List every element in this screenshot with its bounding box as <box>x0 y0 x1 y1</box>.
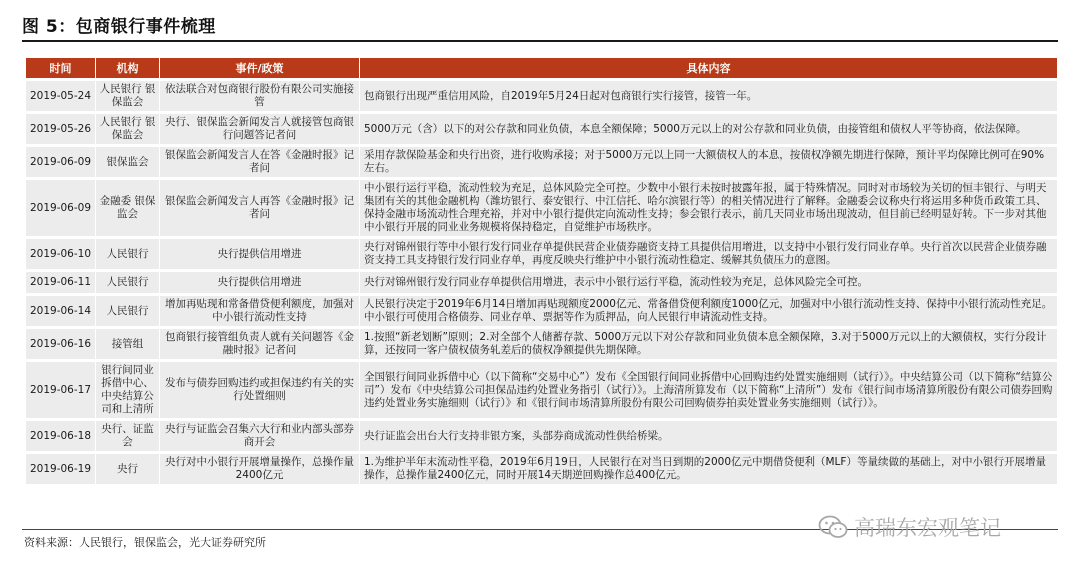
cell-org: 人民银行 银保监会 <box>96 81 160 111</box>
cell-org: 央行 <box>96 454 160 484</box>
header-org: 机构 <box>96 58 160 78</box>
header-detail: 具体内容 <box>360 58 1058 78</box>
cell-detail: 人民银行决定于2019年6月14日增加再贴现额度2000亿元、常备借贷便利额度1000亿元，加强对中小银行流动性支持、保持中小银行流动性充足。中小银行可使用合格债券、同业存单、票据等作为质押品，向人民银行申请流动性支持。 <box>360 296 1058 326</box>
cell-date: 2019-05-26 <box>26 114 96 144</box>
cell-detail: 中小银行运行平稳，流动性较为充足，总体风险完全可控。少数中小银行未按时披露年报，属于特殊情况。同时对市场较为关切的恒丰银行、与明天集团有关的其他金融机构（潍坊银行、泰安银行、中江信托、哈尔滨银行等）的相关情况进行了解释。金融委会议称央行将运用多种货币政策工具、保持金融市场流动性合理充裕，并对中小银行提供定向流动性支持；参会银行表示，前几天同业市场出现波动，但目前已经明显好转。下一步对其他中小银行开展的同业业务规模将保持稳定，自觉维护市场秩序。 <box>360 180 1058 236</box>
watermark-text: 高瑞东宏观笔记 <box>854 516 1001 540</box>
cell-detail: 全国银行间同业拆借中心（以下简称“交易中心”）发布《全国银行间同业拆借中心回购违约处置实施细则（试行）》。中央结算公司（以下简称“结算公司”）发布《中央结算公司担保品违约处置业务指引（试行）》。上海清所算发布（以下简称“上清所”）发布《银行间市场清算所股份有限公司债券回购违约处置业务实施细则（试行）》和《银行间市场清算所股份有限公司回购债券拍卖处置业务实施细则（试行）》。 <box>360 362 1058 418</box>
cell-date: 2019-05-24 <box>26 81 96 111</box>
table-row <box>26 239 1058 269</box>
cell-date: 2019-06-09 <box>26 147 96 177</box>
cell-event: 央行对中小银行开展增量操作，总操作量2400亿元 <box>160 454 360 484</box>
events-table <box>26 55 1058 487</box>
cell-org: 人民银行 银保监会 <box>96 114 160 144</box>
cell-event: 央行、银保监会新闻发言人就接管包商银行问题答记者问 <box>160 114 360 144</box>
cell-event: 银保监会新闻发言人再答《金融时报》记者问 <box>160 180 360 236</box>
cell-org: 人民银行 <box>96 272 160 293</box>
cell-org: 央行、证监会 <box>96 421 160 451</box>
cell-detail: 5000万元（含）以下的对公存款和同业负债，本息全额保障；5000万元以上的对公存款和同业负债，由接管组和债权人平等协商，依法保障。 <box>360 114 1058 144</box>
cell-detail: 包商银行出现严重信用风险，自2019年5月24日起对包商银行实行接管，接管一年。 <box>360 81 1058 111</box>
cell-event: 增加再贴现和常备借贷便利额度，加强对中小银行流动性支持 <box>160 296 360 326</box>
table-row <box>26 114 1058 144</box>
cell-event: 依法联合对包商银行股份有限公司实施接管 <box>160 81 360 111</box>
table-row <box>26 454 1058 484</box>
cell-org: 接管组 <box>96 329 160 359</box>
table-header-row <box>26 58 1058 78</box>
title-divider <box>22 40 1058 42</box>
cell-event: 央行与证监会召集六大行和业内部头部券商开会 <box>160 421 360 451</box>
table-row <box>26 81 1058 111</box>
table-row <box>26 421 1058 451</box>
cell-org: 银保监会 <box>96 147 160 177</box>
table-row <box>26 329 1058 359</box>
cell-date: 2019-06-11 <box>26 272 96 293</box>
table-row <box>26 147 1058 177</box>
cell-detail: 央行对锦州银行发行同业存单提供信用增进，表示中小银行运行平稳，流动性较为充足，总体风险完全可控。 <box>360 272 1058 293</box>
header-date: 时间 <box>26 58 96 78</box>
cell-detail: 1.为维护半年末流动性平稳，2019年6月19日，人民银行在对当日到期的2000亿元中期借贷便利（MLF）等量续做的基础上，对中小银行开展增量操作，总操作量2400亿元，同时开展14天期逆回购操作总400亿元。 <box>360 454 1058 484</box>
figure-title: 图 5：包商银行事件梳理 <box>22 17 216 37</box>
header-event: 事件/政策 <box>160 58 360 78</box>
cell-detail: 1.按照“新老划断”原则；2.对全部个人储蓄存款、5000万元以下对公存款和同业负债本息全额保障，3.对于5000万元以上的大额债权，实行分段计算，还按同一客户债权债务轧差后的债权净额提供先期保障。 <box>360 329 1058 359</box>
wechat-icon <box>818 515 848 539</box>
cell-org: 银行间同业拆借中心、中央结算公司和上清所 <box>96 362 160 418</box>
cell-date: 2019-06-17 <box>26 362 96 418</box>
cell-date: 2019-06-19 <box>26 454 96 484</box>
cell-date: 2019-06-18 <box>26 421 96 451</box>
cell-date: 2019-06-09 <box>26 180 96 236</box>
cell-org: 金融委 银保监会 <box>96 180 160 236</box>
cell-event: 包商银行接管组负责人就有关问题答《金融时报》记者问 <box>160 329 360 359</box>
cell-detail: 央行证监会出台大行支持非银方案，头部券商成流动性供给桥梁。 <box>360 421 1058 451</box>
source-note: 资料来源：人民银行，银保监会，光大证券研究所 <box>24 536 266 549</box>
cell-date: 2019-06-16 <box>26 329 96 359</box>
cell-org: 人民银行 <box>96 296 160 326</box>
cell-org: 人民银行 <box>96 239 160 269</box>
cell-event: 银保监会新闻发言人在答《金融时报》记者问 <box>160 147 360 177</box>
cell-date: 2019-06-10 <box>26 239 96 269</box>
table-row <box>26 362 1058 418</box>
cell-event: 发布与债券回购违约或担保违约有关的实行处置细则 <box>160 362 360 418</box>
table-row <box>26 296 1058 326</box>
watermark <box>818 512 1001 542</box>
cell-event: 央行提供信用增进 <box>160 272 360 293</box>
cell-detail: 央行对锦州银行等中小银行发行同业存单提供民营企业债券融资支持工具提供信用增进，以支持中小银行发行同业存单。央行首次以民营企业债券融资支持工具支持银行发行同业存单，再度反映央行维护中小银行流动性稳定、缓解其负债压力的意图。 <box>360 239 1058 269</box>
table-row <box>26 272 1058 293</box>
cell-event: 央行提供信用增进 <box>160 239 360 269</box>
table-row <box>26 180 1058 236</box>
cell-date: 2019-06-14 <box>26 296 96 326</box>
cell-detail: 采用存款保险基金和央行出资，进行收购承接；对于5000万元以上同一大额债权人的本息，按债权净额先期进行保障，预计平均保障比例可在90%左右。 <box>360 147 1058 177</box>
